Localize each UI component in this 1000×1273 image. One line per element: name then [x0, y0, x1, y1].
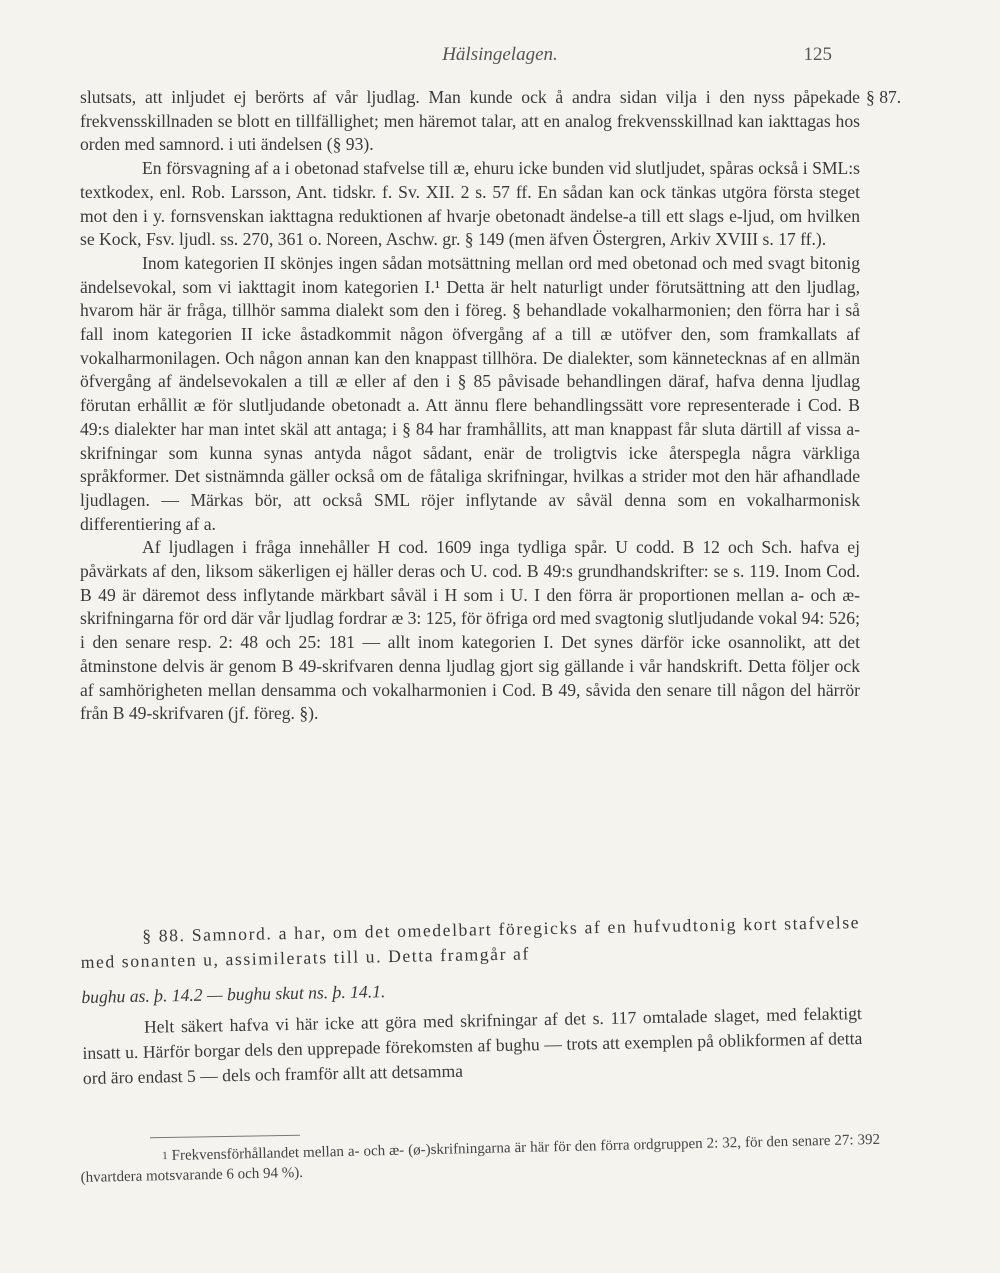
section-88-paragraph: Helt säkert hafva vi här icke att göra med skrifningar af det s. 117 omtalade slaget, med felaktigt insatt u. Härför borgar dels den upprepade förekomsten af bughu — trots att exemplen på oblikformen af detta ord äro endast 5 — dels och framför allt att detsamma — [82, 1003, 863, 1088]
body-text — [80, 86, 860, 726]
footnote-divider — [150, 1135, 300, 1139]
footnote-text: Frekvensförhållandet mellan a- och æ- (ø-)skrifningarna är här för den förra ordgruppen 2: 32, för den senare 27: 392 (hvartdera motsvarande 6 och 94 %). — [80, 1131, 881, 1186]
section-88 — [80, 910, 863, 1091]
page-header — [0, 44, 1000, 74]
paragraph: En försvagning af a i obetonad stafvelse till æ, ehuru icke bunden vid slutljudet, spåras också i SML:s textkodex, enl. Rob. Larsson, Ant. tidskr. f. Sv. XII. 2 s. 57 ff. En sådan kan ock tänkas utgöra första steget mot den i y. fornsvenskan iakttagna reduktionen af hvarje obetonadt ändelse-a till ett slags e-ljud, om hvilken se Kock, Fsv. ljudl. ss. 270, 361 o. Noreen, Aschw. gr. § 149 (men äfven Östergren, Arkiv XVIII s. 17 ff.). — [80, 158, 860, 250]
footnote-mark: 1 — [162, 1150, 168, 1163]
section-88-intro: § 88. Samnord. a har, om det omedelbart föregicks af en hufvudtonig kort stafvelse med sonanten u, assimilerats till u. Detta framgår af — [80, 912, 861, 972]
example-forms: bughu as. þ. 14.2 — bughu skut ns. þ. 14.1. — [81, 981, 386, 1007]
paragraph: Af ljudlagen i fråga innehåller H cod. 1609 inga tydliga spår. U codd. B 12 och Sch. hafva ej påvärkats af den, liksom säkerligen ej häller deras och U. cod. B 49:s grundhandskrifter: se s. 119. Inom Cod. B 49 är däremot dess inflytande märkbart såväl i H som i U. I den förra är proportionen mellan a- och æ-skrifningarna för ord där vår ljudlag fordrar æ 3: 125, för öfriga ord med svagtonig slutljudande vokal 94: 526; i den senare resp. 2: 48 och 25: 181 — allt inom kategorien I. Det synes därför icke osannolikt, att det åtminstone delvis är genom B 49-skrifvaren denna ljudlag gjort sig gällande i vår handskrift. Detta följer ock af samhörigheten mellan densamma och vokalharmonien i Cod. B 49, såvida den senare till någon del härrör från B 49-skrifvaren (jf. föreg. §). — [80, 537, 860, 724]
page-number: 125 — [803, 44, 832, 65]
footnote-paragraph — [80, 1130, 881, 1188]
running-title: Hälsingelagen. — [442, 44, 558, 65]
paragraph: Inom kategorien II skönjes ingen sådan motsättning mellan ord med obetonad och med svagt bitonig ändelsevokal, som vi iakttagit inom kategorien I.¹ Detta är helt naturligt under förutsättning att den ljudlag, hvarom här är fråga, tillhör samma dialekt som den i föreg. § behandlade vokalharmonien; den förra har i så fall inom kategorien II icke åstadkommit någon öfvergång af a till æ utöfver den, som framkallats af vokalharmonilagen. Och någon annan kan den knappast tillhöra. De dialekter, som kännetecknas af en allmän öfvergång af ändelsevokalen a till æ eller af den i § 85 påvisade behandlingen däraf, hafva denna ljudlag förutan erhållit æ för slutljudande obetonadt a. Att ännu flere behandlingssätt vore representerade i Cod. B 49:s dialekter har man intet skäl att antaga; i § 84 har framhållits, att man knappast får sluta därtill af vissa a-skrifningar som kunna synas antyda något sådant, enär de troligtvis icke återspegla några värkliga språkformer. Det sistnämnda gäller också om de fåtaliga skrifningar, hvilkas a strider mot den här afhandlade ljudlagen. — Märkas bör, att också SML röjer inflytande av såväl denna som en vokalharmonisk differentiering af a. — [80, 252, 860, 534]
paragraph: slutsats, att inljudet ej berörts af vår ljudlag. Man kunde ock å andra sidan vilja i den nyss påpekade frekvensskillnaden se blott en tillfällighet; men häremot talar, att en analog frekvensskillnad kan iakttagas hos orden med samnord. i uti ändelsen (§ 93). — [80, 87, 860, 155]
footnote — [80, 1130, 881, 1188]
margin-section-ref: § 87. — [866, 87, 902, 107]
